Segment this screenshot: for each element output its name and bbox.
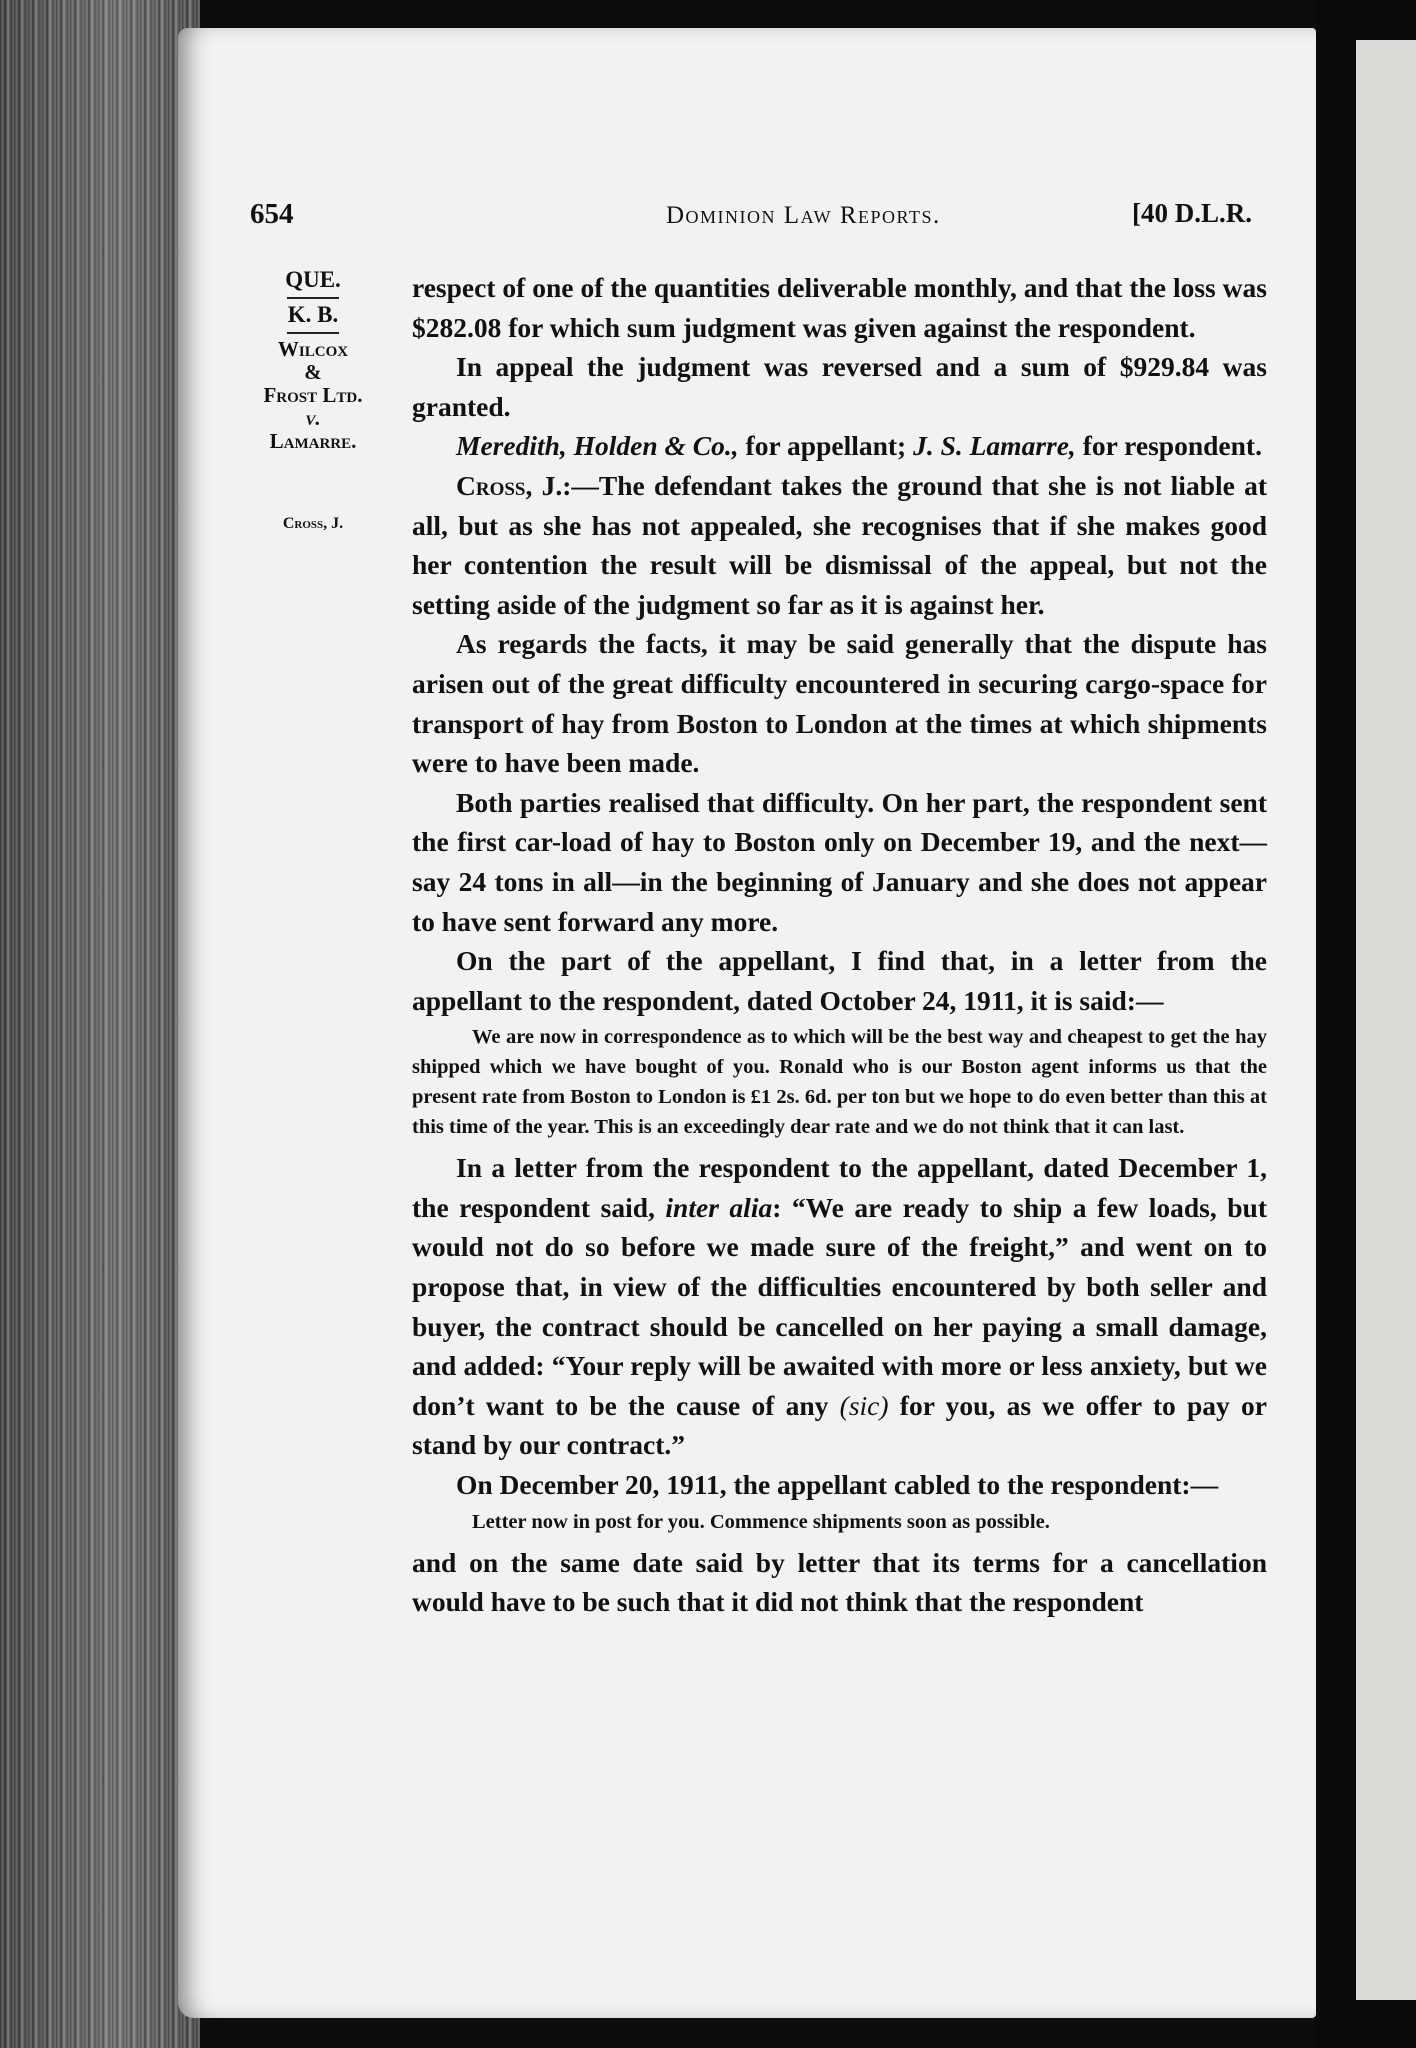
judgment-text: :—The defendant takes the ground that she is not liable at all, but as she has not appealed, she recognises that if she makes good her contention the result will be dismissal of the appeal, but not the setting aside of the judgment so far as it is against her. bbox=[412, 469, 1267, 620]
adjacent-page-edge bbox=[1356, 40, 1416, 2000]
sic-annotation: (sic) bbox=[839, 1389, 889, 1421]
margin-case-name: Wilcox bbox=[277, 337, 349, 361]
paragraph: In appeal the judgment was reversed and a sum of $929.84 was granted. bbox=[412, 351, 1267, 422]
judge-name: Cross, J. bbox=[456, 469, 563, 501]
counsel-text: for respondent. bbox=[1075, 430, 1262, 462]
judgment-paragraph bbox=[412, 466, 1267, 624]
margin-notes bbox=[238, 268, 388, 533]
margin-rule bbox=[287, 332, 339, 334]
paragraph: As regards the facts, it may be said generally that the dispute has arisen out of the great difficulty encountered in securing cargo-space for transport of hay from Boston to London at the times at which shipments were to have been made. bbox=[412, 628, 1267, 779]
paragraph-text: : “We are ready to ship a few loads, but would not do so before we made sure of the freight,” and went on to propose that, in view of the difficulties encountered by both seller and buyer, the contract should be cancelled on her paying a small damage, and added: “Your reply will be awaited with more or less anxiety, but we don’t want to be the cause of any bbox=[412, 1191, 1268, 1421]
volume-reference: [40 D.L.R. bbox=[1132, 198, 1252, 228]
book-page bbox=[178, 28, 1316, 2018]
paragraph: On the part of the appellant, I find that, in a letter from the appellant to the respondent, dated October 24, 1911, it is said:— bbox=[412, 945, 1267, 1016]
margin-case-versus: v. bbox=[305, 406, 321, 430]
book-binding bbox=[0, 0, 200, 2048]
paragraph bbox=[412, 1148, 1267, 1465]
respondent-counsel: J. S. Lamarre, bbox=[913, 430, 1076, 462]
margin-case-name: Frost Ltd. bbox=[263, 383, 363, 407]
counsel-paragraph bbox=[412, 426, 1267, 466]
paragraph: Both parties realised that difficulty. On her part, the respondent sent the first car-load of hay to Boston only on December 19, and the next—say 24 tons in all—in the beginning of January and she does not appear to have sent forward any more. bbox=[412, 786, 1267, 937]
paragraph: and on the same date said by letter that its terms for a cancellation would have to be such that it did not think that the respondent bbox=[412, 1546, 1267, 1618]
margin-rule bbox=[287, 297, 339, 299]
margin-judge: Cross, J. bbox=[282, 515, 344, 532]
margin-case-name: Lamarre. bbox=[269, 429, 357, 453]
paragraph: On December 20, 1911, the appellant cabled to the respondent:— bbox=[456, 1469, 1219, 1501]
italic-text: inter alia bbox=[665, 1191, 773, 1223]
running-title: Dominion Law Reports. bbox=[666, 202, 941, 229]
page-header bbox=[178, 198, 1316, 238]
body-text bbox=[412, 268, 1267, 1622]
margin-court: K. B. bbox=[287, 302, 339, 327]
paragraph-text: for you, as we offer to pay or stand by our contract.” bbox=[412, 1389, 1267, 1461]
margin-case-name: & bbox=[304, 360, 322, 384]
page-number: 654 bbox=[250, 198, 294, 230]
paragraph: respect of one of the quantities deliverable monthly, and that the loss was $282.08 for which sum judgment was given against the respondent. bbox=[412, 272, 1267, 343]
counsel-text: for appellant; bbox=[738, 430, 914, 462]
block-quote: Letter now in post for you. Commence shipments soon as possible. bbox=[472, 1510, 1050, 1533]
appellant-counsel: Meredith, Holden & Co., bbox=[456, 430, 739, 462]
margin-province: QUE. bbox=[285, 267, 341, 292]
paragraph-text: In a letter from the respondent to the appellant, dated December 1, the respondent said, bbox=[412, 1152, 1267, 1223]
block-quote: We are now in correspondence as to which will be the best way and cheapest to get the hay shipped which we have bought of you. Ronald who is our Boston agent informs us that the present rate from Boston to London is £1 2s. 6d. per ton but we hope to do even better than this at this time of the year. This is an exceedingly dear rate and we do not think that it can last. bbox=[412, 1026, 1267, 1139]
